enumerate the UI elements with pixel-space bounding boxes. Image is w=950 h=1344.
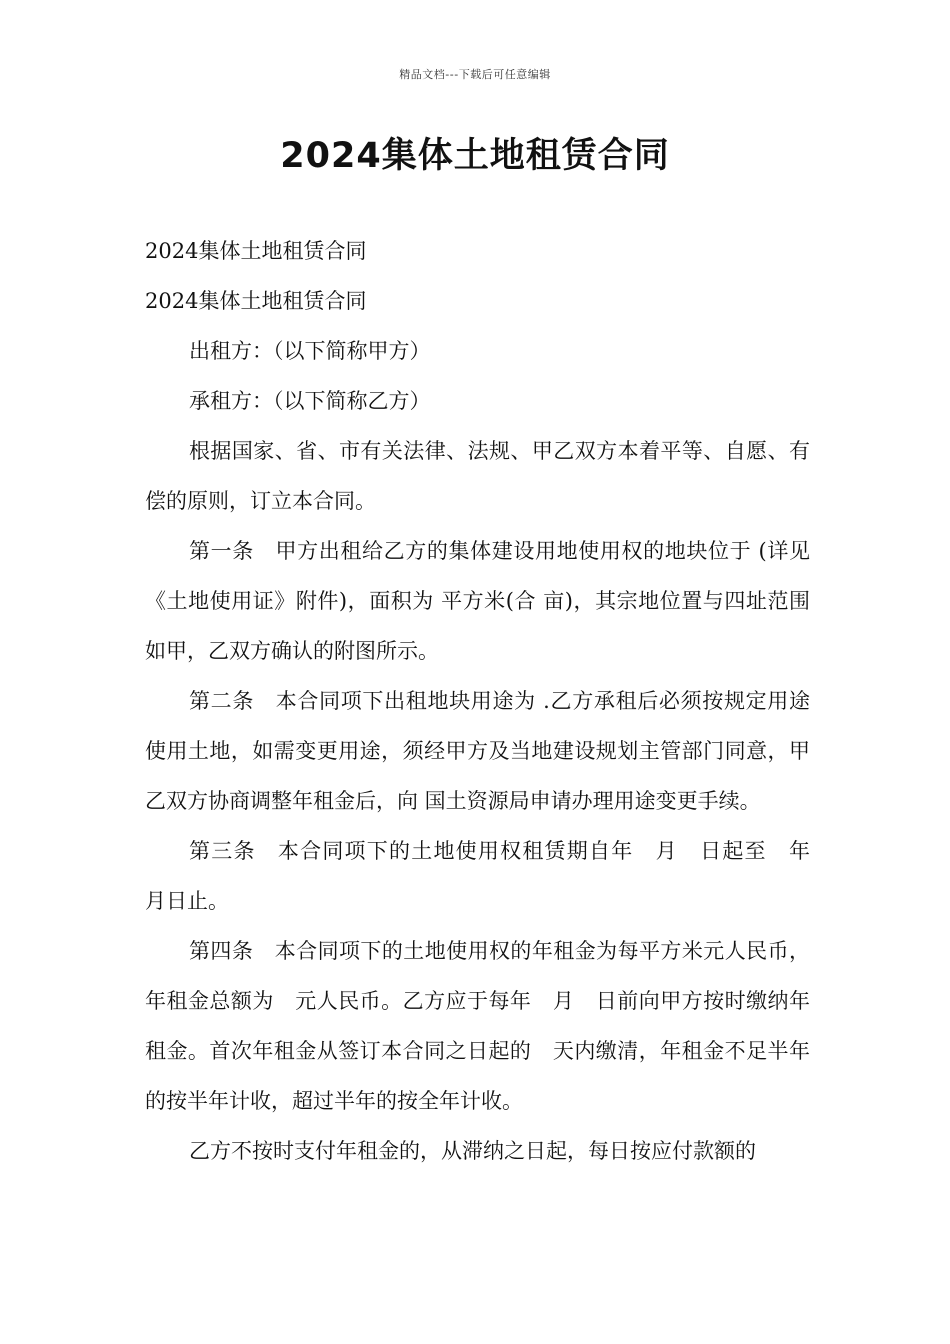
body-heading-line: 2024集体土地租赁合同 xyxy=(145,239,367,263)
article-2-paragraph: 第二条 本合同项下出租地块用途为 .乙方承租后必须按规定用途使用土地，如需变更用途，须经甲方及当地建设规划主管部门同意，甲乙双方协商调整年租金后，向 国土资源局申请办理用途变更手续。 xyxy=(145,689,810,813)
header-note: 精品文档---下载后可任意编辑 xyxy=(399,68,551,81)
article-4-paragraph: 第四条 本合同项下的土地使用权的年租金为每平方米元人民币，年租金总额为 元人民币。乙方应于每年 月 日前向甲方按时缴纳年租金。首次年租金从签订本合同之日起的 天内缴清，年租金不足半年的按半年计收，超过半年的按全年计收。 xyxy=(145,939,810,1113)
document-title: 2024集体土地租赁合同 xyxy=(280,136,670,176)
lessee-line: 承租方：（以下简称乙方） xyxy=(189,389,431,413)
lessor-line: 出租方：（以下简称甲方） xyxy=(189,339,431,363)
late-payment-paragraph: 乙方不按时支付年租金的，从滞纳之日起，每日按应付款额的 xyxy=(189,1139,756,1163)
article-1-paragraph: 第一条 甲方出租给乙方的集体建设用地使用权的地块位于 (详见《土地使用证》附件)，面积为 平方米(合 亩)，其宗地位置与四址范围如甲，乙双方确认的附图所示。 xyxy=(145,539,810,663)
document-body xyxy=(145,226,831,1176)
article-3-paragraph: 第三条 本合同项下的土地使用权租赁期自年 月 日起至 年 月日止。 xyxy=(145,839,831,913)
body-heading-line: 2024集体土地租赁合同 xyxy=(145,289,367,313)
preamble-paragraph: 根据国家、省、市有关法律、法规、甲乙双方本着平等、自愿、有偿的原则，订立本合同。 xyxy=(145,439,810,513)
